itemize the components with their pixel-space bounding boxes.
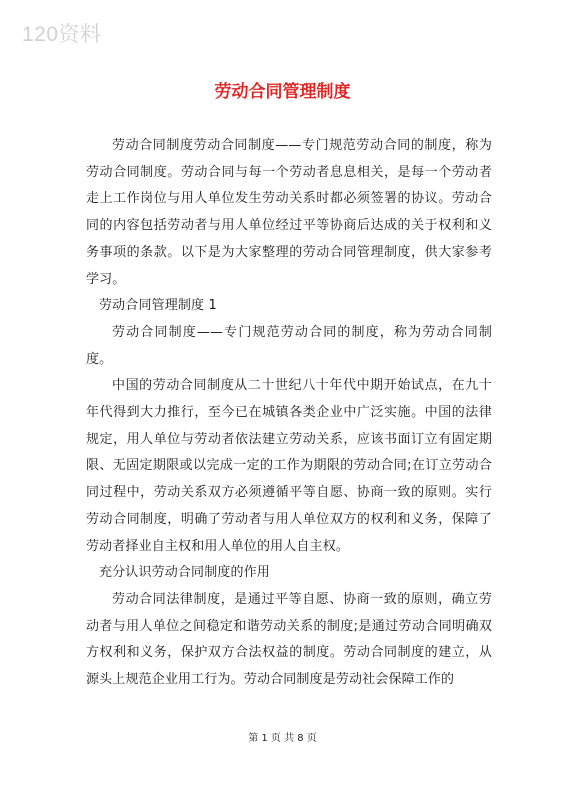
- section-heading: 充分认识劳动合同制度的作用: [99, 565, 270, 581]
- body-paragraph: 劳动合同法律制度，是通过平等自愿、协商一致的原则，确立劳动者与用人单位之间稳定和谐劳动关系的制度;是通过劳动合同明确双方权利和义务，保护双方合法权益的制度。劳动合同制度的建立，从源头上规范企业用工行为。劳动合同制度是劳动社会保障工作的: [86, 591, 492, 688]
- watermark: 120资料: [22, 23, 102, 46]
- body-paragraph: 劳动合同制度——专门规范劳动合同的制度，称为劳动合同制度。: [86, 324, 492, 367]
- page-indicator: 第 1 页 共 8 页: [248, 733, 317, 744]
- section-heading: 劳动合同管理制度 1: [99, 298, 217, 314]
- body-paragraph: 中国的劳动合同制度从二十世纪八十年代中期开始试点，在九十年代得到大力推行，至今已在城镇各类企业中广泛实施。中国的法律规定，用人单位与劳动者依法建立劳动关系，应该书面订立有固定期限、无固定期限或以完成一定的工作为期限的劳动合同;在订立劳动合同过程中，劳动关系双方必须遵循平等自愿、协商一致的原则。实行劳动合同制度，明确了劳动者与用人单位双方的权利和义务，保障了劳动者择业自主权和用人单位的用人自主权。: [86, 378, 492, 554]
- document-body: [86, 133, 492, 694]
- document-title: 劳动合同管理制度: [214, 82, 351, 102]
- intro-paragraph: 劳动合同制度劳动合同制度——专门规范劳动合同的制度，称为劳动合同制度。劳动合同与每一个劳动者息息相关，是每一个劳动者走上工作岗位与用人单位发生劳动关系时都必须签署的协议。劳动合同的内容包括劳动者与用人单位经过平等协商后达成的关于权利和义务事项的条款。以下是为大家整理的劳动合同管理制度，供大家参考学习。: [86, 138, 492, 287]
